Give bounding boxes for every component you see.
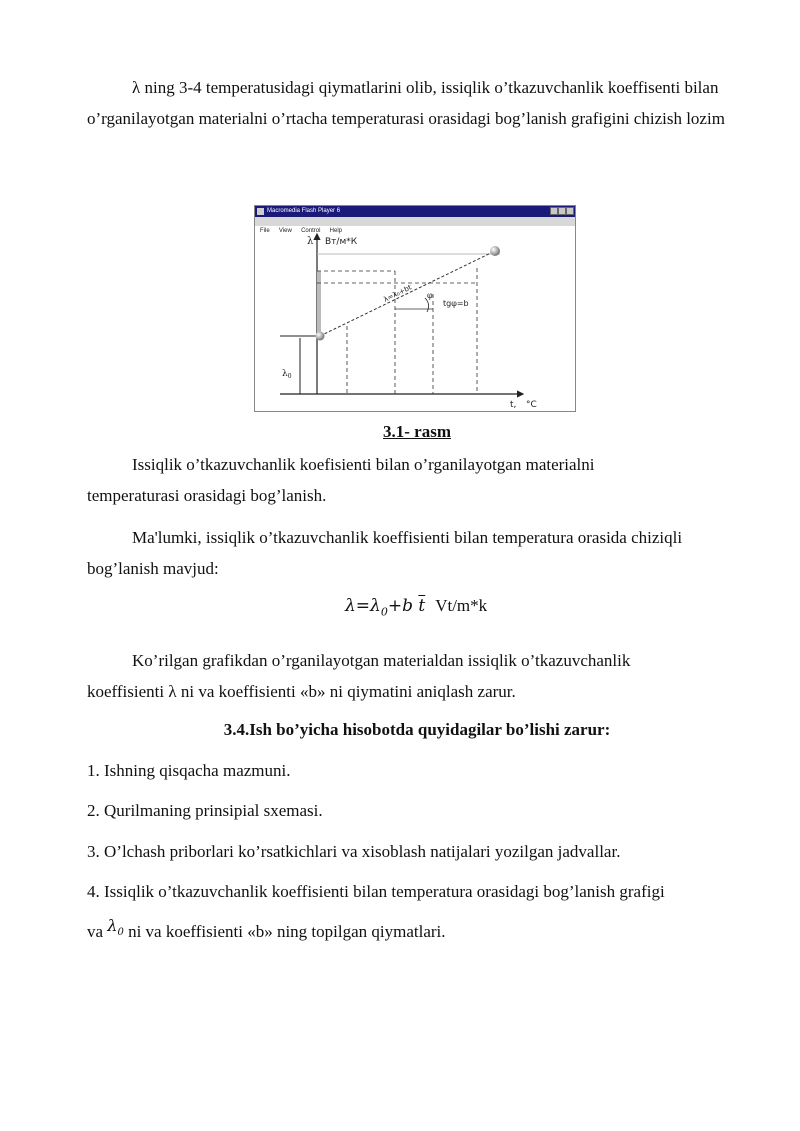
lambda0-symbol: $\lambda_0$ [107, 916, 124, 939]
phi-arc [425, 298, 429, 312]
formula [345, 596, 487, 618]
menu-file[interactable]: File [260, 228, 270, 234]
formula-lhs: λ [345, 596, 356, 616]
y-label: λ [307, 236, 314, 247]
start-point [316, 332, 325, 341]
line-equation: λ=λ₀+bt [382, 283, 413, 304]
window-menubar [255, 217, 575, 234]
formula-unit: Vt/m*k [435, 596, 488, 615]
formula-plus: + [387, 596, 403, 616]
window-title: Macromedia Flash Player 6 [267, 208, 341, 214]
y-unit: Вт/м*К [325, 237, 358, 247]
formula-sub0: 0 [380, 605, 388, 619]
list-item-4-cont [87, 916, 747, 954]
intro-paragraph: λ ning 3-4 temperatusidagi qiymatlarini olib, issiqlik o’tkazuvchanlik koeffisenti bilan o’rganilayotgan materialni o’rtacha temperaturasi orasidagi bog’lanish grafigini chizish lozim [87, 78, 725, 128]
formula-lambda: λ [370, 596, 381, 616]
formula-t: $\overline{t}$ [418, 596, 426, 616]
app-icon [257, 208, 264, 215]
x-unit: °C [526, 400, 537, 410]
from-graph-paragraph: Ko’rilgan grafikdan o’rganilayotgan materialdan issiqlik o’tkazuvchanlik koeffisienti λ ni va koeffisienti «b» ni qiymatini aniqlash zarur. [87, 651, 631, 701]
close-button[interactable] [566, 207, 574, 215]
minimize-button[interactable] [550, 207, 558, 215]
tg-label: tgφ=b [443, 299, 469, 308]
linear-paragraph: Ma'lumki, issiqlik o’tkazuvchanlik koeffisienti bilan temperatura orasida chiziqli bog’lanish mavjud: [87, 528, 683, 578]
list-prefix: va [87, 922, 104, 941]
window-titlebar [255, 206, 575, 217]
figure-3-1 [254, 205, 576, 412]
phi-label: φ [427, 291, 433, 300]
list-suffix: ni va koeffisienti «b» ning topilgan qiymatlari. [128, 922, 446, 941]
regression-line [320, 251, 495, 336]
maximize-button[interactable] [558, 207, 566, 215]
formula-b: b [402, 596, 413, 616]
end-point [490, 246, 500, 256]
list-item-2: 2. Qurilmaning prinsipial sxemasi. [87, 801, 323, 820]
graph-canvas [255, 226, 575, 411]
x-label: t, [510, 400, 517, 410]
caption-text: Issiqlik o’tkazuvchanlik koefisienti bilan o’rganilayotgan materialni temperaturasi orasidagi bog’lanish. [87, 455, 595, 505]
menu-view[interactable]: View [278, 228, 292, 234]
figure-caption: 3.1- rasm [383, 422, 451, 441]
formula-eq: = [355, 596, 371, 616]
menu-control[interactable]: Control [301, 228, 321, 234]
lambda0-label: $\lambda_0$ [282, 369, 292, 380]
section-heading: 3.4.Ish bo’yicha hisobotda quyidagilar bo’lishi zarur: [223, 720, 611, 739]
list-item-4: 4. Issiqlik o’tkazuvchanlik koeffisienti bilan temperatura orasidagi bog’lanish grafigi [87, 882, 665, 901]
menu-help[interactable]: Help [329, 228, 343, 234]
list-item-1: 1. Ishning qisqacha mazmuni. [87, 761, 291, 780]
list-item-3: 3. O’lchash priborlari ko’rsatkichlari va xisoblash natijalari yozilgan jadvallar. [87, 842, 621, 861]
